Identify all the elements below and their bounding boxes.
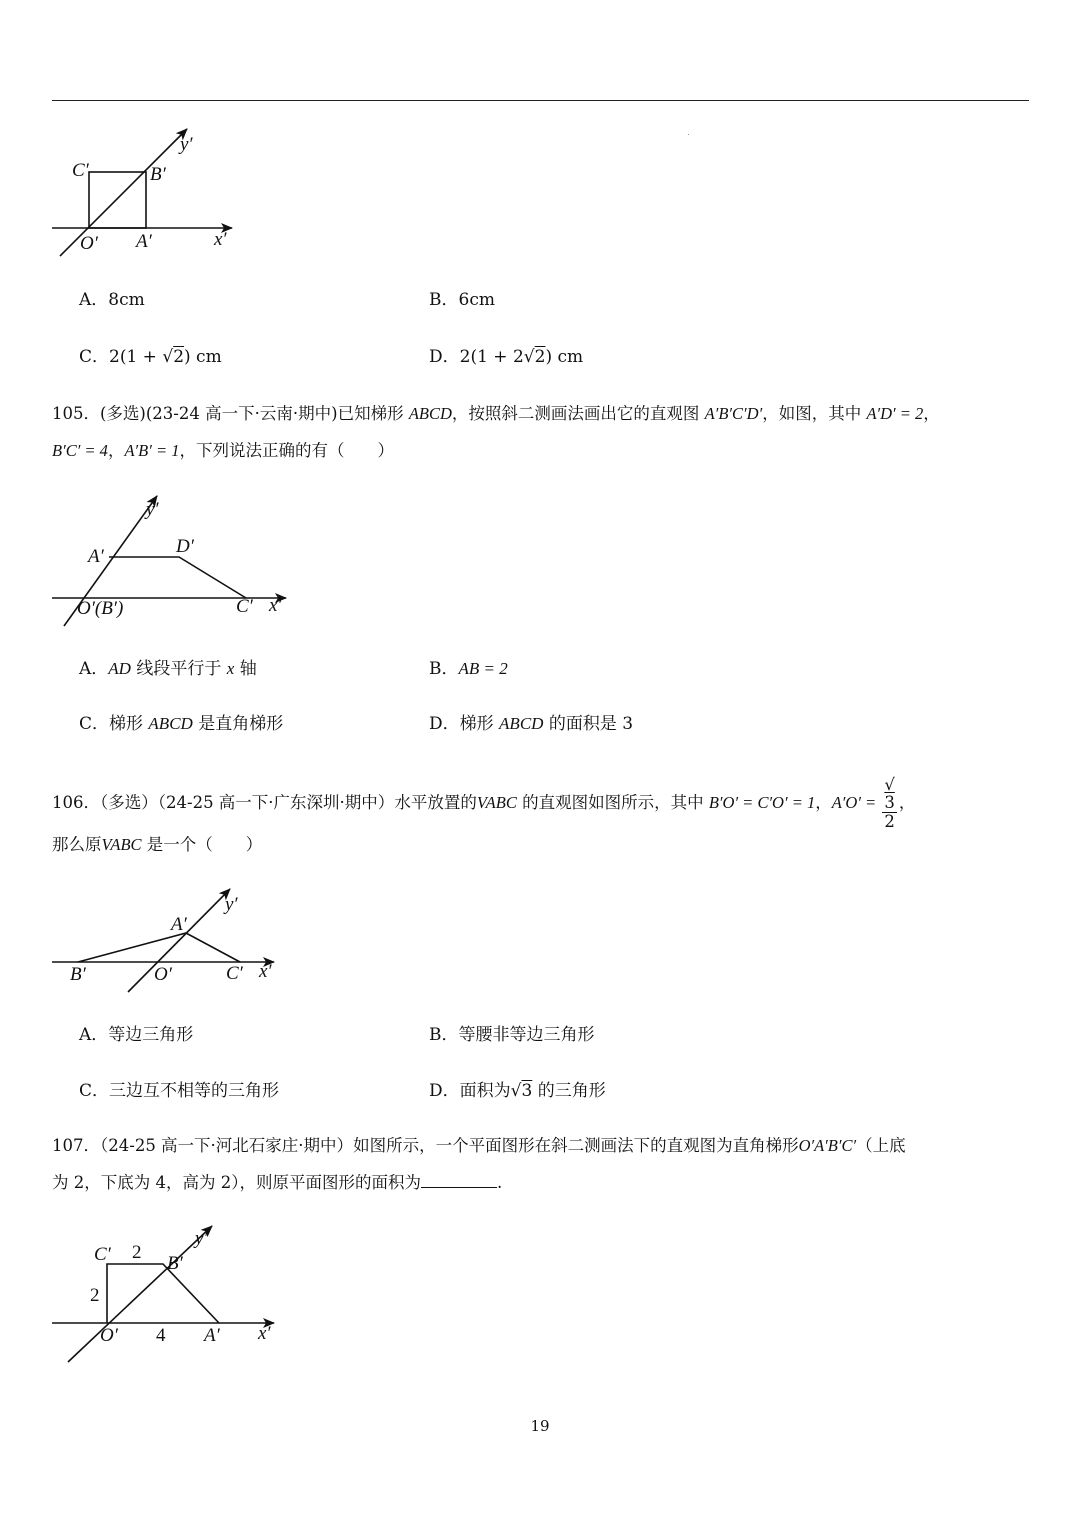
text: 的直观图如图所示，其中 [516, 793, 709, 812]
option-letter: C． [79, 347, 110, 367]
math-pre: 2(1 + 2 [459, 347, 524, 367]
option-letter: A． [79, 290, 109, 310]
radicand: 3 [884, 793, 895, 812]
radicand: 3 [521, 1081, 533, 1101]
math-var: ABC [110, 835, 142, 854]
header-rule [52, 100, 1029, 101]
label-o: O′ [80, 233, 98, 254]
radical-sign: √ [523, 347, 535, 367]
option-letter: B． [429, 290, 459, 310]
label-d: D′ [176, 536, 194, 557]
label-y: y′ [225, 894, 238, 915]
math-var: ABCD [408, 404, 452, 423]
question-source: （24-25 高一下·广东深圳·期中） [157, 793, 395, 812]
page-number: 19 [530, 1417, 550, 1435]
fraction-numerator: √ 3 [884, 775, 895, 812]
option-text: 等边三角形 [108, 1025, 194, 1045]
label-left: 2 [90, 1285, 100, 1306]
q106-figure [50, 888, 285, 998]
question-tag: （多选） [100, 793, 158, 812]
fraction [882, 776, 897, 831]
math-post: ) cm [545, 347, 584, 367]
q105-figure [50, 494, 295, 629]
text: 如图所示，一个平面图形在斜二测画法下的直观图为直角梯形 [353, 1136, 799, 1155]
answer-blank[interactable] [421, 1169, 497, 1188]
option-text: 梯形 [459, 714, 500, 734]
option-text: 6cm [458, 290, 495, 310]
label-top: 2 [132, 1242, 142, 1263]
option-text: 等腰非等边三角形 [458, 1025, 595, 1045]
label-a: A′ [204, 1325, 220, 1346]
option-letter: A． [79, 1025, 109, 1045]
radical-sign: √ [510, 1081, 522, 1101]
label-y: y′ [195, 1228, 208, 1249]
text: 水平放置的 [394, 793, 477, 812]
option-text: 轴 [234, 659, 257, 679]
q106-option-d[interactable] [429, 1080, 606, 1102]
label-c: C′ [72, 160, 89, 181]
option-text: 的三角形 [532, 1081, 606, 1101]
option-text: 的面积是 3 [543, 714, 634, 734]
option-text: 三边互不相等的三角形 [109, 1081, 280, 1101]
option-text: 梯形 [109, 714, 149, 734]
text: （上底 [856, 1136, 906, 1155]
text: ， [815, 793, 832, 812]
math-eq: A′B′ = 1 [124, 441, 180, 460]
option-letter: C． [79, 1081, 110, 1101]
option-letter: D． [429, 1081, 460, 1101]
fraction-denominator: 2 [884, 812, 895, 831]
label-c: C′ [94, 1244, 111, 1265]
option-letter: D． [429, 714, 460, 734]
label-b: B′ [167, 1253, 183, 1274]
question-source: (23-24 高一下·云南·期中) [145, 404, 338, 423]
text: ， [923, 404, 940, 423]
option-letter: C． [79, 714, 110, 734]
math-eq: B′C′ = 4 [52, 441, 108, 460]
q106-line-2 [52, 827, 262, 863]
math-eq: B′O′ = C′O′ = 1 [708, 793, 816, 812]
question-number: 107． [52, 1136, 100, 1155]
math-var: ABCD [148, 714, 193, 733]
math-var: x [226, 659, 235, 678]
question-number: 105． [52, 404, 100, 423]
radical-sign: √ [162, 347, 174, 367]
label-y: y′ [180, 134, 193, 155]
label-o: O′ [154, 964, 172, 985]
math-eq: A′O′ = [831, 793, 881, 812]
y-axis [128, 889, 230, 992]
q106-figure-svg [50, 888, 285, 998]
label-c: C′ [226, 963, 243, 984]
label-b: B′ [70, 964, 86, 985]
option-letter: B． [429, 1025, 459, 1045]
math-var: AD [108, 659, 131, 678]
q104-figure-svg [50, 128, 250, 263]
text: ，按照斜二测画法画出它的直观图 [451, 404, 705, 423]
label-x: x′ [214, 229, 227, 250]
text: ， [107, 441, 125, 460]
option-text: 是直角梯形 [192, 714, 284, 734]
triangle-symbol: V [101, 835, 111, 854]
question-source: （24-25 高一下·河北石家庄·期中） [100, 1136, 354, 1155]
q107-figure [50, 1222, 285, 1367]
q105-figure-svg [50, 494, 295, 629]
label-x: x′ [258, 1323, 271, 1344]
math-var: A′B′C′D′ [704, 404, 763, 423]
label-c: C′ [236, 596, 253, 617]
q107-line-2 [52, 1165, 502, 1201]
option-text: 面积为 [459, 1081, 511, 1101]
option-text: 8cm [108, 290, 145, 310]
q104-option-c[interactable] [79, 346, 222, 368]
label-o: O′ [100, 1325, 118, 1346]
q106-option-b[interactable] [429, 1024, 595, 1046]
math-pre: 2(1 + [109, 347, 163, 367]
math-var: ABC [485, 793, 517, 812]
option-text: 线段平行于 [130, 659, 227, 679]
radicand: 2 [173, 347, 185, 367]
radicand: 2 [534, 347, 546, 367]
label-x: x′ [269, 595, 282, 616]
text: 为 2，下底为 4，高为 2），则原平面图形的面积为 [52, 1173, 421, 1192]
q106-option-c[interactable] [79, 1080, 279, 1102]
math-var: ABCD [499, 714, 544, 733]
label-a: A′ [88, 546, 104, 567]
label-b: B′ [150, 164, 166, 185]
math-eq: A′D′ = 2 [866, 404, 924, 423]
text: 那么原 [52, 835, 102, 854]
q104-option-b[interactable] [429, 289, 495, 311]
q104-figure [50, 128, 250, 263]
q104-option-a[interactable] [79, 289, 145, 311]
text: 已知梯形 [337, 404, 409, 423]
question-tag: (多选) [100, 404, 146, 423]
q104-option-d[interactable] [429, 346, 583, 368]
speck [688, 134, 689, 135]
label-a: A′ [136, 231, 152, 252]
q107-line-1 [52, 1128, 906, 1164]
square [89, 172, 146, 228]
q105-line-2 [52, 433, 394, 469]
triangle-symbol: V [476, 793, 486, 812]
option-letter: A． [79, 659, 109, 679]
q105-line-1 [52, 396, 940, 432]
math-eq: AB = 2 [458, 659, 508, 678]
label-y: y′ [146, 499, 159, 520]
trapezoid [109, 557, 246, 598]
question-number: 106． [52, 793, 100, 812]
math-post: ) cm [184, 347, 222, 367]
text: . [496, 1173, 503, 1192]
label-a: A′ [171, 914, 187, 935]
math-var: O′A′B′C′ [798, 1136, 857, 1155]
q105-option-d[interactable] [429, 713, 633, 735]
q106-option-a[interactable] [79, 1024, 193, 1046]
q105-option-b[interactable] [429, 658, 508, 680]
text: ，下列说法正确的有（ ） [179, 441, 394, 460]
label-ob: O′(B′) [77, 598, 124, 619]
option-letter: D． [429, 347, 460, 367]
q107-figure-svg [50, 1222, 285, 1367]
option-letter: B． [429, 659, 459, 679]
text: ，如图，其中 [762, 404, 867, 423]
q105-option-c[interactable] [79, 713, 283, 735]
triangle [78, 933, 240, 962]
label-x: x′ [259, 961, 272, 982]
label-bottom: 4 [156, 1325, 166, 1346]
q105-option-a[interactable] [79, 658, 257, 680]
text: 是一个（ ） [141, 835, 263, 854]
text: ， [898, 793, 916, 812]
q106-line-1 [52, 776, 915, 831]
